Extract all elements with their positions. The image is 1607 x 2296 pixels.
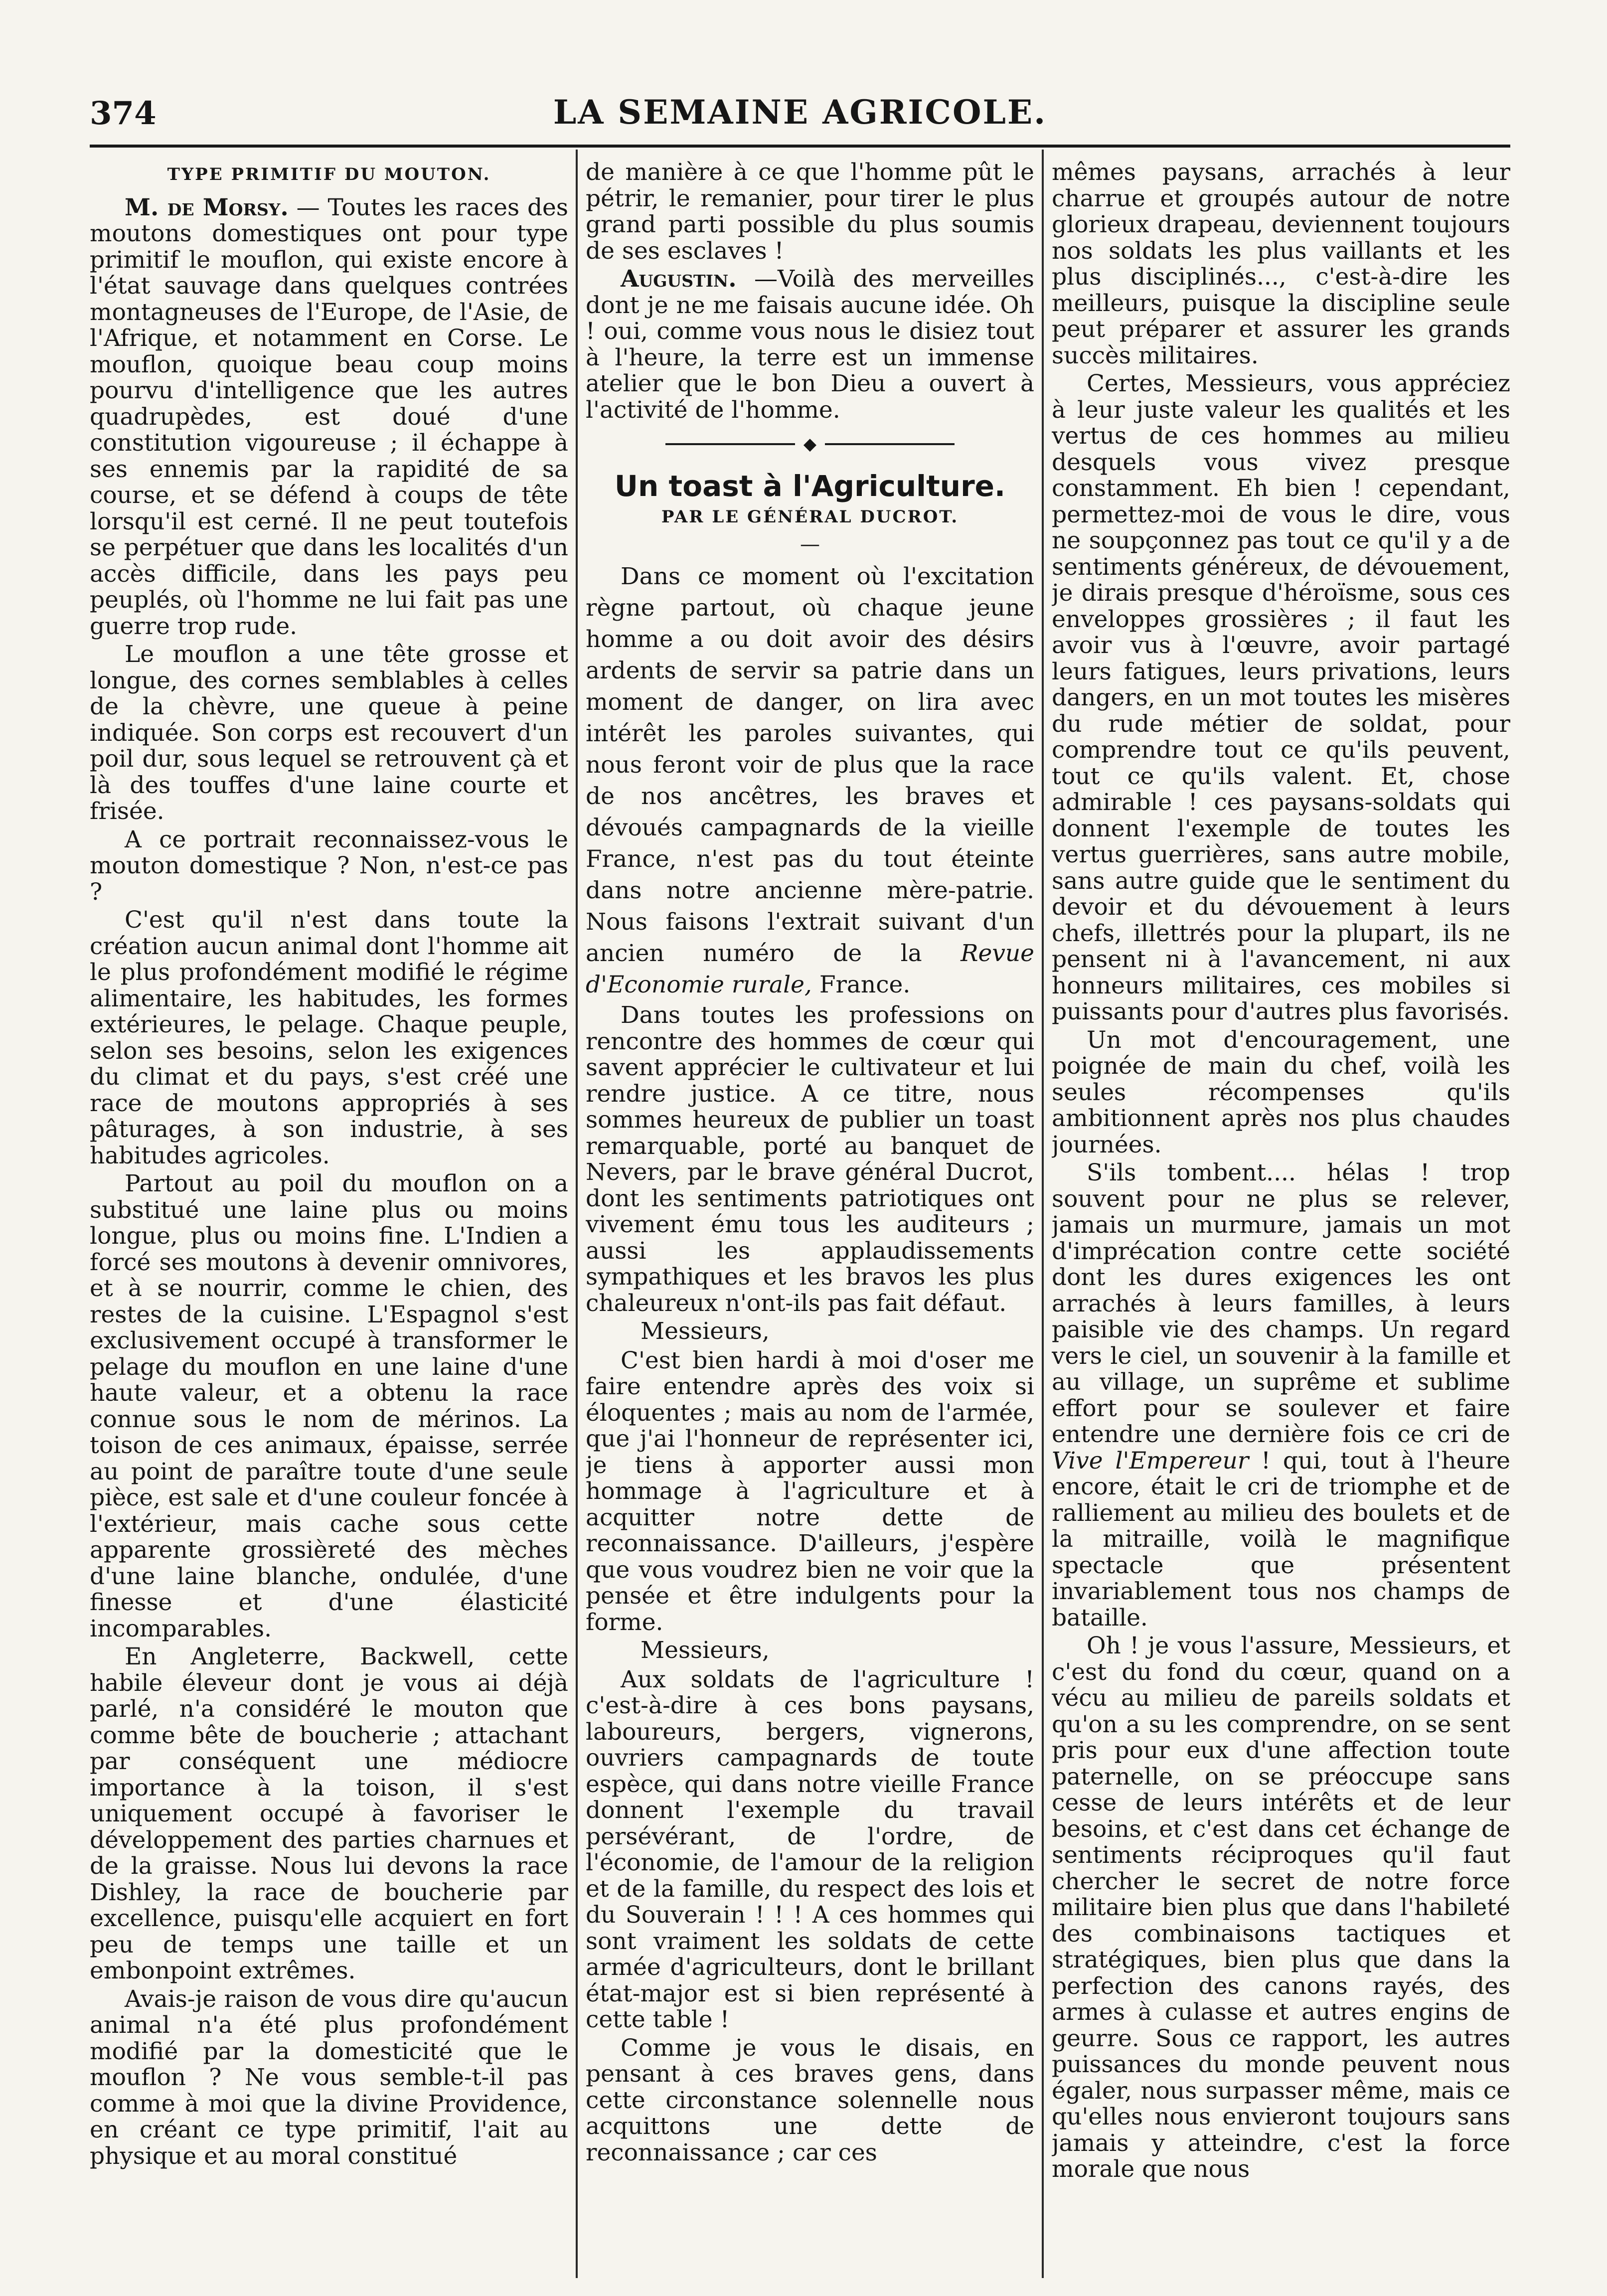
column-3 (1052, 160, 1510, 2268)
paragraph-text-end: ! qui, tout à l'heure encore, était le cri de triomphe et de ralliement au milieu des boulets et de la mitraille, voilà le magnifique spectacle que présentent invariablement tous nos champs de bataille. (1052, 1447, 1510, 1632)
column-rule-2 (1042, 150, 1044, 2278)
paragraph: C'est qu'il n'est dans toute la création aucun animal dont l'homme ait le plus profondément modifié le régime alimentaire, les habitudes, les formes extérieures, le pelage. Chaque peuple, selon ses besoins, selon les exigences du climat et du pays, s'est créé une race de moutons appropriés à ses pâturages, à son industrie, à ses habitudes agricoles. (90, 906, 568, 1169)
speaker-name: Augustin. (621, 265, 737, 293)
paragraph-continuation: de manière à ce que l'homme pût le pétrir, le remanier, pour tirer le plus grand parti possible du plus soumis de ses esclaves ! (586, 160, 1034, 265)
greeting: Messieurs, (641, 1637, 770, 1664)
paragraph-text: —Voilà des merveilles dont je ne me faisais aucune idée. Oh ! oui, comme vous nous le disiez tout à l'heure, la terre est un immense atelier que le bon Dieu a ouvert à l'activité de l'homme. (586, 265, 1034, 424)
byline-dash: — (800, 533, 820, 556)
column-rule-1 (576, 150, 578, 2278)
paragraph: Comme je vous le disais, en pensant à ces braves gens, dans cette circonstance solennelle nous acquittons une dette de reconnaissance ; car ces (586, 2034, 1034, 2166)
paragraph (90, 195, 568, 640)
paragraph: C'est bien hardi à moi d'oser me faire entendre après des voix si éloquentes ; mais au nom de l'armée, que j'ai l'honneur de représenter ici, je tiens à apporter aussi mon hommage à l'agriculture et à acquitter notre dette de reconnaissance. D'ailleurs, j'espère que vous voudrez bien ne voir que la pensée et être indulgents pour la forme. (586, 1346, 1034, 1636)
journal-title: LA SEMAINE AGRICOLE. (553, 93, 1047, 132)
greeting: Messieurs, (641, 1317, 770, 1345)
page-header (90, 90, 1510, 135)
column-1 (90, 160, 568, 2268)
article-byline: PAR LE GÉNÉRAL DUCROT. (661, 507, 959, 527)
page-number: 374 (90, 95, 157, 132)
paragraph (586, 266, 1034, 423)
section-divider (586, 428, 1034, 460)
speaker-name: M. de Morsy. (125, 193, 289, 221)
intro-text: Dans ce moment où l'excitation règne partout, où chaque jeune homme a ou doit avoir des désirs ardents de servir sa patrie dans un moment de danger, on lira avec intérêt les paroles suivantes, qui nous feront voir de plus que la race de nos ancêtres, les braves et dévoués campagnards de la vieille France, n'est pas du tout éteinte dans notre ancienne mère-patrie. Nous faisons l'extrait suivant d'un ancien numéro de la (586, 563, 1034, 967)
paragraph-text: S'ils tombent.... hélas ! trop souvent pour ne plus se relever, jamais un murmure, jamais un mot d'imprécation contre cette société dont les dures exigences les ont arrachés à leurs familles, à leurs paisible vie des champs. Un regard vers le ciel, un souvenir à la famille et au village, un suprême et sublime effort pour se soulever et faire entendre une dernière fois ce cri de (1052, 1159, 1510, 1448)
paragraph-continuation: mêmes paysans, arrachés à leur charrue et groupés autour de notre glorieux drapeau, deviennent toujours nos soldats les plus vaillants et les plus disciplinés..., c'est-à-dire les meilleurs, puisque la discipline seule peut préparer et assurer les grands succès militaires. (1052, 160, 1510, 369)
divider-ornament: ◆ (795, 435, 825, 453)
paragraph: Certes, Messieurs, vous appréciez à leur juste valeur les qualités et les vertus de ces hommes au milieu desquels vous vivez presque constamment. Eh bien ! cependant, permettez-moi de vous le dire, vous ne soupçonnez pas tout ce qu'il y a de sentiments généreux, de dévouement, je dirais presque d'héroïsme, sous ces enveloppes grossières ; il faut les avoir vus à l'œuvre, avoir partagé leurs fatigues, leurs privations, leurs dangers, en un mot toutes les misères du rude métier de soldat, pour comprendre tout ce qu'ils peuvent, tout ce qu'ils valent. Et, chose admirable ! ces paysans-soldats qui donnent l'exemple de toutes les vertus guerrières, sans autre mobile, sans autre guide que le sentiment du devoir et du dévouement à leurs chefs, illettrés pour la plupart, ils ne pensent ni à l'avancement, ni aux honneurs militaires, ces mobiles si puissants pour d'autres plus favorisés. (1052, 370, 1510, 1025)
paragraph-text: — Toutes les races des moutons domestiques ont pour type primitif le mouflon, qui existe encore à l'état sauvage dans quelques contrées montagneuses de l'Europe, de l'Asie, de l'Afrique, et notamment en Corse. Le mouflon, quoique beau coup moins pourvu d'intelligence que les autres quadrupèdes, est doué d'une constitution vigoureuse ; il échappe à ses ennemis par la rapidité de sa course, et se défend à coups de tête lorsqu'il est cerné. Il ne peut toutefois se perpétuer que dans les localités d'un accès difficile, dans les pays peu peuplés, où l'homme ne lui fait pas une guerre trop rude. (90, 193, 568, 640)
header-rule (90, 145, 1510, 148)
paragraph: Oh ! je vous l'assure, Messieurs, et c'est du fond du cœur, quand on a vécu au milieu de pareils soldats et qu'on a su les comprendre, on se sent pris pour eux d'une affection toute paternelle, on se préoccupe sans cesse de leurs intérêts et de leur besoins, et c'est dans cet échange de sentiments réciproques qu'il faut chercher le secret de notre force militaire bien plus que dans l'habileté des combinaisons tactiques et stratégiques, bien plus que dans la perfection des canons rayés, des armes à culasse et autres engins de geurre. Sous ce rapport, les autres puissances du monde peuvent nous égaler, nous surpasser même, mais ce qu'elles nous envieront toujours sans jamais y atteindre, c'est la force morale que nous (1052, 1632, 1510, 2183)
paragraph: Partout au poil du mouflon on a substitué une laine plus ou moins longue, plus ou moins fine. L'Indien a forcé ses moutons à devenir omnivores, et à se nourrir, comme le chien, des restes de la cuisine. L'Espagnol s'est exclusivement occupé à transformer le pelage du mouflon en une laine d'une haute valeur, et a obtenu la race connue sous le nom de mérinos. La toison de ces animaux, épaisse, serrée au point de paraître toute d'une seule pièce, est sale et d'une couleur foncée à l'extérieur, mais cache sous cette apparente grossièreté des mèches d'une laine blanche, ondulée, d'une finesse et d'une élasticité incomparables. (90, 1170, 568, 1642)
paragraph: Avais-je raison de vous dire qu'aucun animal n'a été plus profondément modifié par la domesticité que le mouflon ? Ne vous semble-t-il pas comme à moi que la divine Providence, en créant ce type primitif, l'ait au physique et au moral constitué (90, 1985, 568, 2170)
paragraph: Le mouflon a une tête grosse et longue, des cornes semblables à celles de la chèvre, une queue à peine indiquée. Son corps est recouvert d'un poil dur, sous lequel se retrouvent çà et là des touffes d'une laine courte et frisée. (90, 641, 568, 825)
paragraph: Un mot d'encouragement, une poignée de main du chef, voilà les seules récompenses qu'ils ambitionnent après nos plus chaudes journées. (1052, 1026, 1510, 1158)
article-title: Un toast à l'Agriculture. (614, 469, 1006, 503)
intro-text-end: France. (819, 971, 911, 998)
intro-paragraph (586, 561, 1034, 1000)
paragraph: Aux soldats de l'agriculture ! c'est-à-dire à ces bons paysans, laboureurs, bergers, vignerons, ouvriers campagnards de toute espèce, qui dans notre vieille France donnent l'exemple du travail persévérant, de l'ordre, de l'économie, de l'amour de la religion et de la famille, du respect des lois et du Souverain ! ! ! A ces hommes qui sont vraiment les soldats de cette armée d'agriculteurs, dont le brillant état-major est si bien représenté à cette table ! (586, 1665, 1034, 2033)
paragraph: Dans toutes les professions on rencontre des hommes de cœur qui savent apprécier le cultivateur et lui rendre justice. A ce titre, nous sommes heureux de publier un toast remarquable, porté au banquet de Nevers, par le brave général Ducrot, dont les sentiments patriotiques ont vivement ému tous les auditeurs ; aussi les applaudissements sympathiques et les bravos les plus chaleureux n'ont-ils pas fait défaut. (586, 1001, 1034, 1317)
paragraph (1052, 1160, 1510, 1631)
paragraph: En Angleterre, Backwell, cette habile éleveur dont je vous ai déjà parlé, n'a considéré le mouton que comme bête de boucherie ; attachant par conséquent une médiocre importance à la toison, il s'est uniquement occupé à favoriser le développement des parties charnues et de la graisse. Nous lui devons la race Dishley, la race de boucherie par excellence, puisqu'elle acquiert en fort peu de temps une taille et un embonpoint extrêmes. (90, 1643, 568, 1984)
paragraph: A ce portrait reconnaissez-vous le mouton domestique ? Non, n'est-ce pas ? (90, 825, 568, 906)
column-2 (586, 160, 1034, 2268)
journal-reference: Revue d'Economie rurale, (586, 940, 1034, 998)
quoted-cry: Vive l'Empereur (1052, 1447, 1249, 1475)
section-title: TYPE PRIMITIF DU MOUTON. (167, 164, 491, 184)
